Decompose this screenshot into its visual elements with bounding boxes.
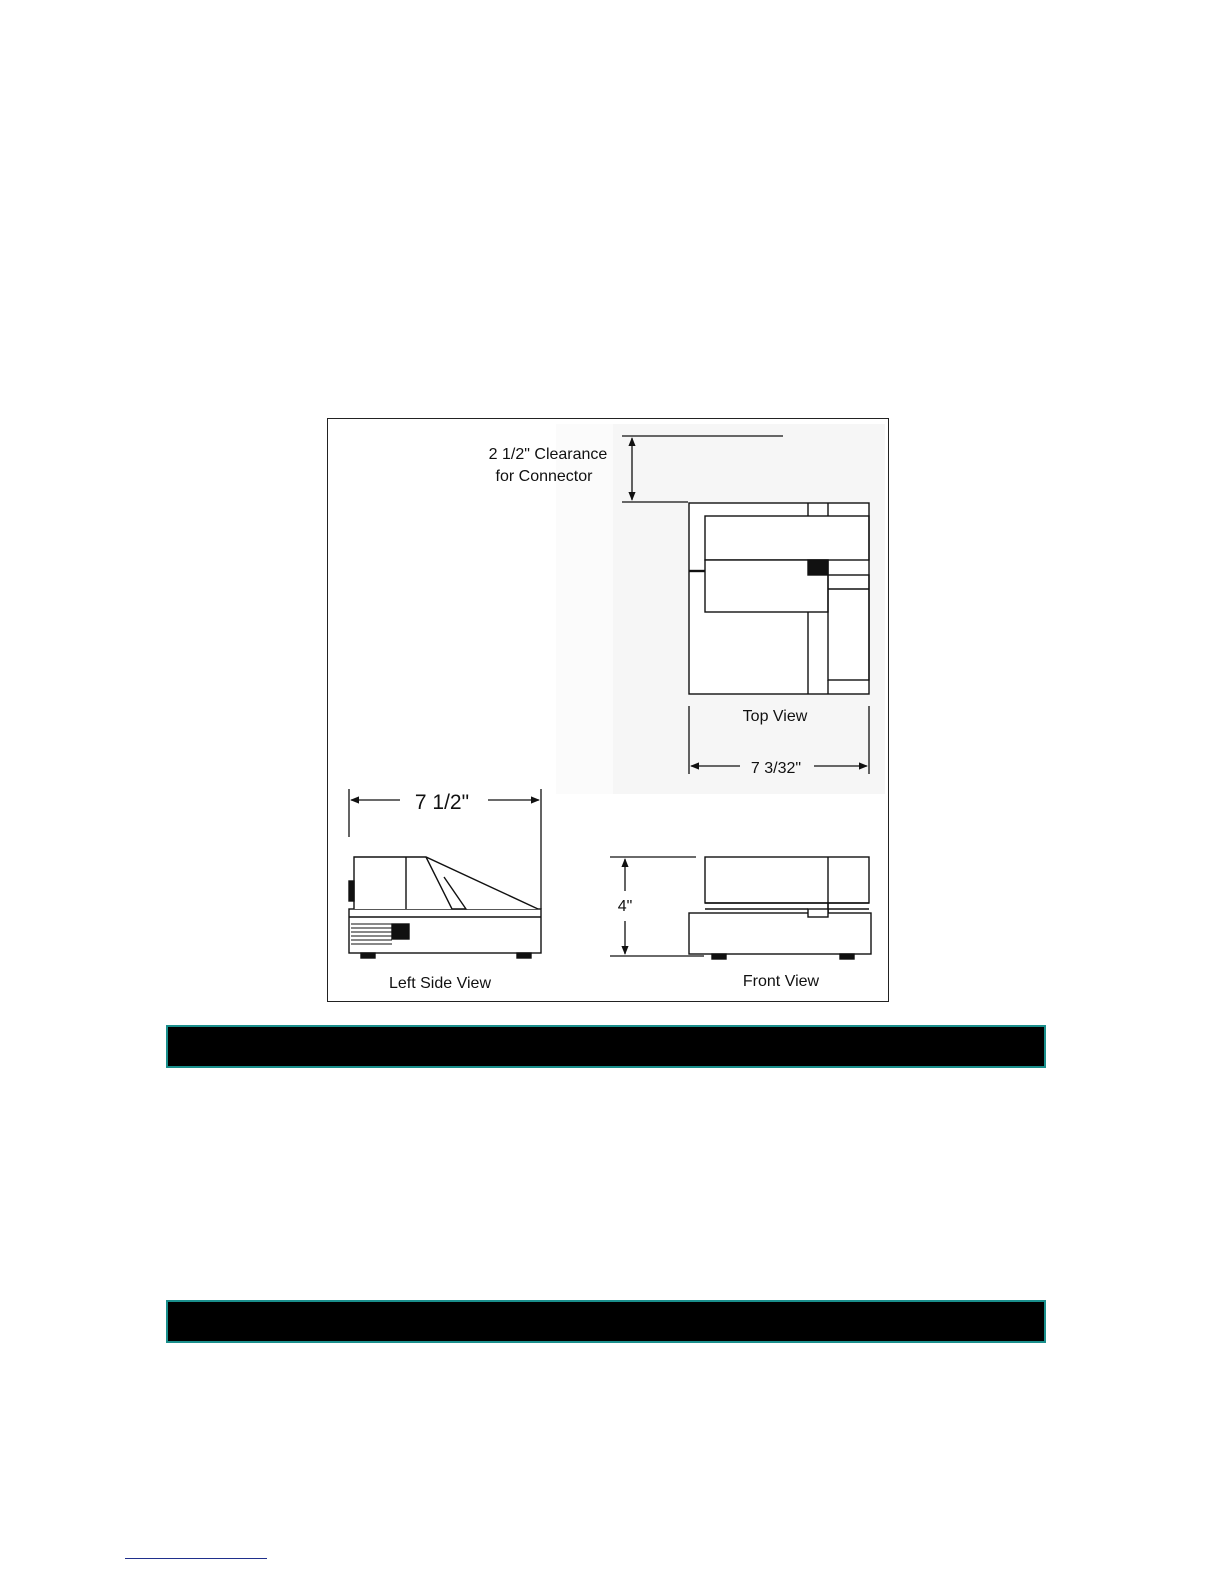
front-view-label: Front View [742, 973, 820, 990]
section-header-bar [166, 1300, 1046, 1343]
left-side-view-label: Left Side View [389, 975, 491, 992]
top-view-width-label: 7 3/32" [750, 760, 802, 777]
clearance-label-line2: for Connector [495, 468, 593, 485]
clearance-label-line1: 2 1/2" Clearance [488, 446, 608, 463]
left-side-view-drawing [349, 857, 541, 958]
side-length-label: 7 1/2" [414, 791, 470, 814]
height-label: 4" [617, 898, 633, 915]
front-view-drawing [689, 857, 871, 959]
section-header-bar [166, 1025, 1046, 1068]
footnote-separator [125, 1558, 267, 1559]
top-view-drawing [689, 503, 869, 694]
dimension-drawing [327, 418, 889, 1002]
top-view-label: Top View [742, 708, 808, 725]
